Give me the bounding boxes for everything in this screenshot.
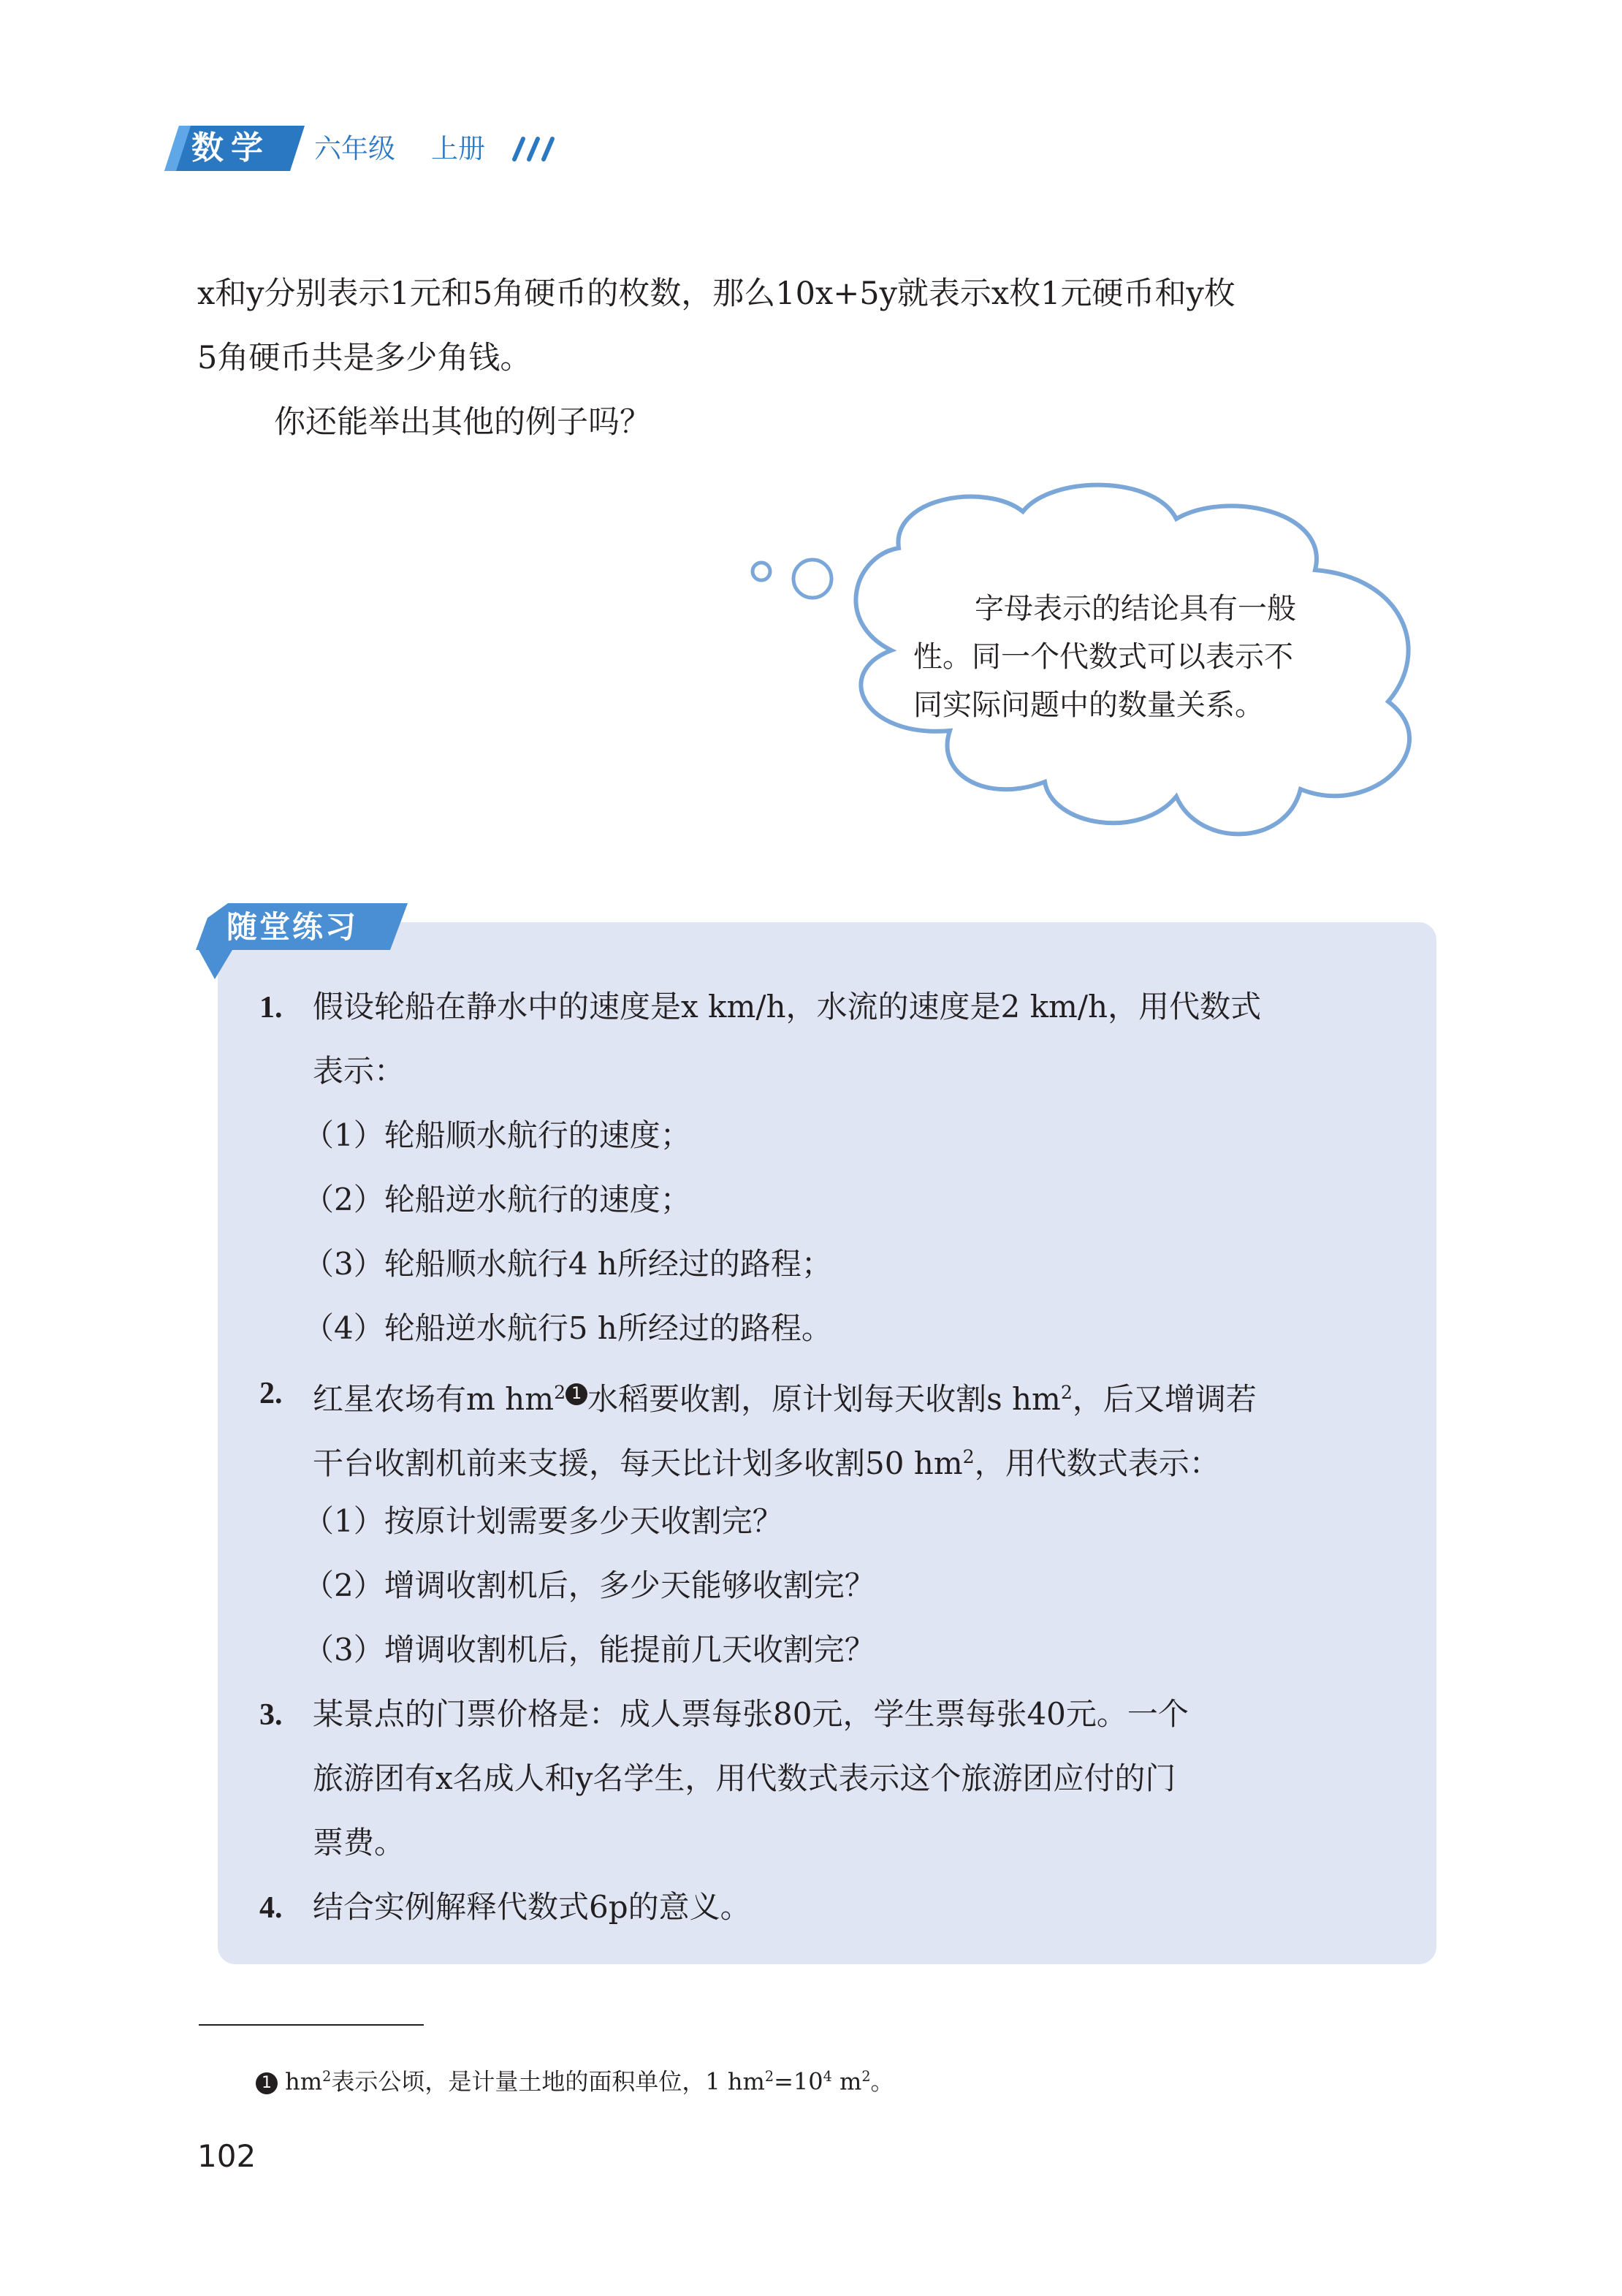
exercise-title: 随堂练习 [226,909,359,945]
item-1-text-line-2: 表示： [313,1053,406,1089]
item-number: 3. [259,1698,283,1732]
exercise-item-4 [259,1875,283,1940]
exercise-item-1 [259,975,283,1040]
item-1-sub-2: （2）轮船逆水航行的速度； [303,1182,691,1217]
item-number: 4. [259,1891,283,1925]
item-1-text-line-1: 假设轮船在静水中的速度是x km/h，水流的速度是2 km/h，用代数式 [313,989,1262,1025]
slash-decoration-icon [504,136,555,162]
item-1-sub-1: （1）轮船顺水航行的速度； [303,1117,691,1153]
footnote-ref-icon: 1 [566,1383,587,1405]
item-2-sub-3: （3）增调收割机后，能提前几天收割完？ [303,1632,875,1668]
exercise-item-3 [259,1682,283,1747]
subject-title: 数学 [191,129,270,167]
intro-question: 你还能举出其他的例子吗？ [274,404,651,441]
page-number: 102 [197,2138,256,2174]
intro-line-1: x和y分别表示1元和5角硬币的枚数，那么10x+5y就表示x枚1元硬币和y枚 [197,275,1235,312]
volume-label: 上册 [431,133,485,164]
exercise-item-2 [259,1361,283,1426]
item-2-sub-1: （1）按原计划需要多少天收割完？ [303,1503,783,1539]
item-4-text-line-1: 结合实例解释代数式6p的意义。 [313,1889,751,1925]
item-2-text-line-1: 红星农场有m $hm^2$ 1 水稻要收割，原计划每天收割s $hm^2$，后又增调若 [313,1381,1257,1417]
item-2-sub-2: （2）增调收割机后，多少天能够收割完？ [303,1567,875,1603]
item-number: 1. [259,991,283,1025]
footnote-marker-icon: 1 [256,2072,278,2094]
intro-line-2: 5角硬币共是多少角钱。 [197,340,532,376]
item-1-sub-4: （4）轮船逆水航行5 h所经过的路程。 [303,1310,832,1346]
item-1-sub-3: （3）轮船顺水航行4 h所经过的路程； [303,1246,832,1282]
thought-bubble-text: 字母表示的结论具有一般 性。同一个代数式可以表示不 同实际问题中的数量关系。 [913,592,1296,722]
item-number: 2. [259,1377,283,1410]
item-3-text-line-2: 旅游团有x名成人和y名学生，用代数式表示这个旅游团应付的门 [313,1760,1176,1796]
item-3-text-line-3: 票费。 [313,1825,406,1860]
footnote-divider [199,2024,424,2026]
grade-label: 六年级 [314,133,395,164]
footnote: 1 $hm^2$表示公顷，是计量土地的面积单位，1 $hm^2=10^4$ $m^2$。 [256,2061,894,2098]
item-3-text-line-1: 某景点的门票价格是：成人票每张80元，学生票每张40元。一个 [313,1696,1189,1732]
item-2-text-line-2: 干台收割机前来支援，每天比计划多收割50 $hm^2$，用代数式表示： [313,1445,1220,1481]
